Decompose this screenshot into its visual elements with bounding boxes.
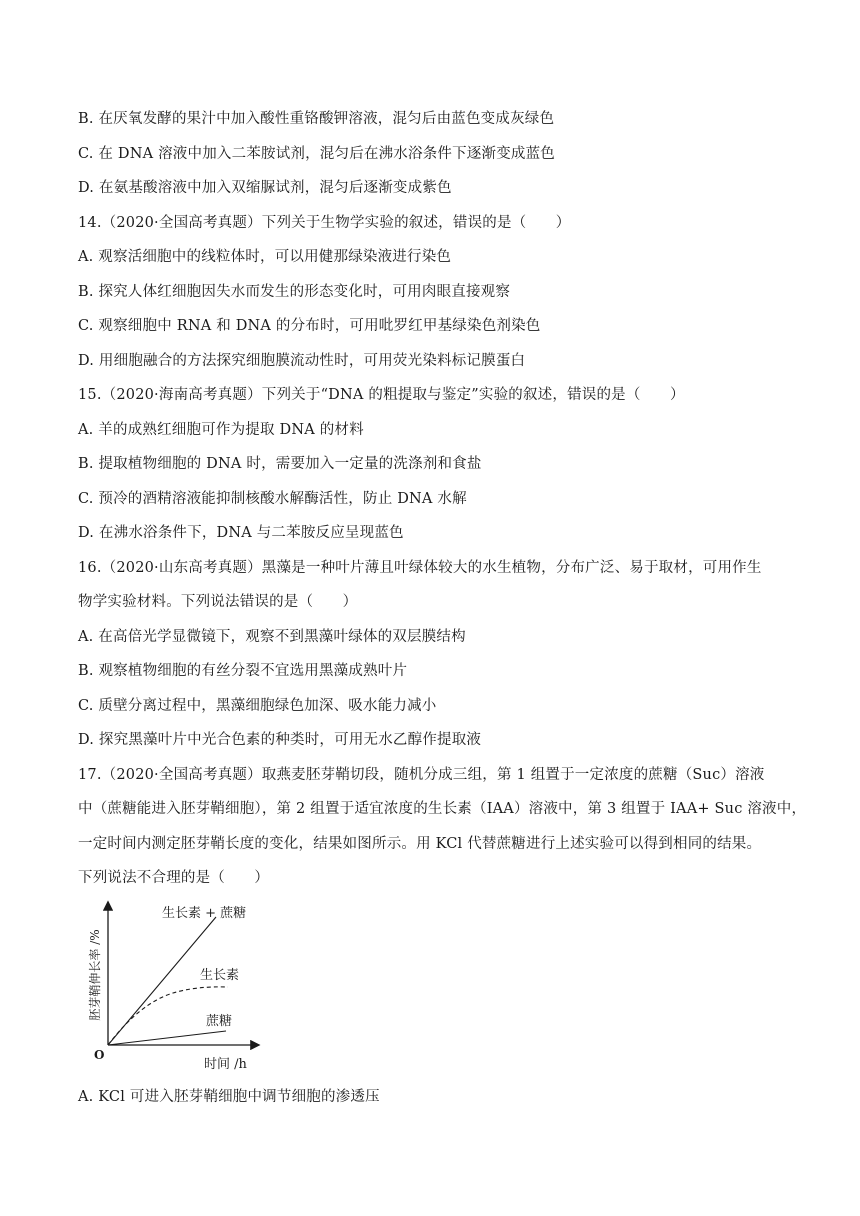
origin-label: O — [94, 1048, 105, 1062]
option-15b: B. 提取植物细胞的 DNA 时，需要加入一定量的洗涤剂和食盐 — [78, 456, 482, 472]
question-17-stem-line3: 一定时间内测定胚芽鞘长度的变化，结果如图所示。用 KCl 代替蔗糖进行上述实验可以得到相同的结果。 — [78, 836, 762, 852]
question-17-stem-line1: 17.（2020·全国高考真题）取燕麦胚芽鞘切段，随机分成三组，第 1 组置于一定浓度的蔗糖（Suc）溶液 — [78, 767, 765, 783]
question-15-stem: 15.（2020·海南高考真题）下列关于“DNA 的粗提取与鉴定”实验的叙述，错误的是（ ） — [78, 387, 685, 403]
growth-figure-svg — [78, 895, 318, 1075]
option-13b: B. 在厌氧发酵的果汁中加入酸性重铬酸钾溶液，混匀后由蓝色变成灰绿色 — [78, 111, 555, 127]
option-14d: D. 用细胞融合的方法探究细胞膜流动性时，可用荧光染料标记膜蛋白 — [78, 353, 526, 369]
option-14b: B. 探究人体红细胞因失水而发生的形态变化时，可用肉眼直接观察 — [78, 284, 511, 300]
option-16d: D. 探究黑藻叶片中光合色素的种类时，可用无水乙醇作提取液 — [78, 732, 482, 748]
option-15d: D. 在沸水浴条件下，DNA 与二苯胺反应呈现蓝色 — [78, 525, 404, 541]
option-14a: A. 观察活细胞中的线粒体时，可以用健那绿染液进行染色 — [78, 249, 452, 265]
label-auxin-sucrose: 生长素 + 蔗糖 — [162, 906, 247, 921]
question-16-stem-line2: 物学实验材料。下列说法错误的是（ ） — [78, 594, 358, 610]
curve-sucrose — [108, 1031, 226, 1045]
option-17a: A. KCl 可进入胚芽鞘细胞中调节细胞的渗透压 — [78, 1089, 380, 1105]
x-axis-label: 时间 /h — [204, 1057, 247, 1072]
label-auxin: 生长素 — [200, 968, 240, 983]
option-16c: C. 质壁分离过程中，黑藻细胞绿色加深、吸水能力减小 — [78, 698, 437, 714]
y-axis-label: 胚芽鞘伸长率 /% — [88, 929, 102, 1021]
growth-figure — [78, 895, 318, 1075]
option-13d: D. 在氨基酸溶液中加入双缩脲试剂，混匀后逐渐变成紫色 — [78, 180, 452, 196]
question-14-stem: 14.（2020·全国高考真题）下列关于生物学实验的叙述，错误的是（ ） — [78, 215, 571, 231]
option-14c: C. 观察细胞中 RNA 和 DNA 的分布时，可用吡罗红甲基绿染色剂染色 — [78, 318, 541, 334]
option-16b: B. 观察植物细胞的有丝分裂不宜选用黑藻成熟叶片 — [78, 663, 408, 679]
option-15c: C. 预冷的酒精溶液能抑制核酸水解酶活性，防止 DNA 水解 — [78, 491, 467, 507]
question-17-stem-line2: 中（蔗糖能进入胚芽鞘细胞），第 2 组置于适宜浓度的生长素（IAA）溶液中，第 3 组置于 IAA+ Suc 溶液中， — [78, 801, 807, 817]
question-16-stem-line1: 16.（2020·山东高考真题）黑藻是一种叶片薄且叶绿体较大的水生植物，分布广泛、易于取材，可用作生 — [78, 560, 762, 576]
option-13c: C. 在 DNA 溶液中加入二苯胺试剂，混匀后在沸水浴条件下逐渐变成蓝色 — [78, 146, 555, 162]
label-sucrose: 蔗糖 — [206, 1014, 233, 1029]
question-17-stem-line4: 下列说法不合理的是（ ） — [78, 870, 270, 886]
option-15a: A. 羊的成熟红细胞可作为提取 DNA 的材料 — [78, 422, 364, 438]
option-16a: A. 在高倍光学显微镜下，观察不到黑藻叶绿体的双层膜结构 — [78, 629, 466, 645]
